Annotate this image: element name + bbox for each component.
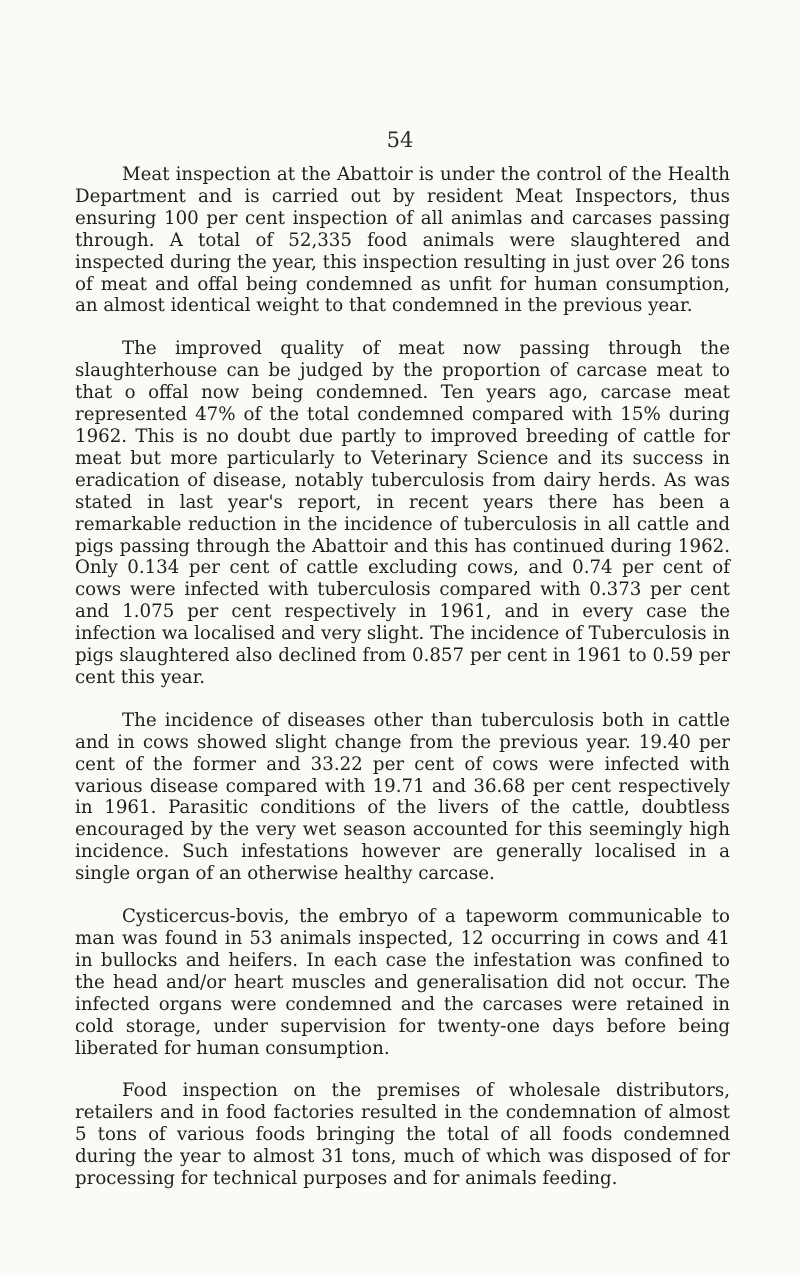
- page-number: 54: [386, 128, 414, 152]
- paragraph-meat-inspection: Meat inspection at the Abattoir is under the control of the Health Department and is carried out by resident Meat Inspectors, thus ensuring 100 per cent inspection of all animlas and carcases passing through. A total of 52,335 food animals were slaughtered and inspected during the year, this inspection resulting in just over 26 tons of meat and offal being condemned as unfit for human consumption, an almost identical weight to that condemned in the previous year.: [75, 164, 731, 317]
- paragraph-other-diseases: The incidence of diseases other than tuberculosis both in cattle and in cows showed slight change from the previous year. 19.40 per cent of the former and 33.22 per cent of cows were infected with various disease compared with 19.71 and 36.68 per cent respectively in 1961. Parasitic conditions of the livers of the cattle, doubtless encouraged by the very wet season accounted for this seemingly high incidence. Such infestations however are generally localised in a single organ of an otherwise healthy carcase.: [75, 709, 730, 885]
- paragraph-meat-quality: The improved quality of meat now passing through the slaughterhouse can be judged by the proportion of carcase meat to that o offal now being condemned. Ten years ago, carcase meat represented 47% of the total condemned compared with 15% during 1962. This is no doubt due partly to improved breeding of cattle for meat but more particularly to Veterinary Science and its success in eradication of disease, notably tuberculosis from dairy herds. As was stated in last year's report, in recent years there has been a remarkable reduction in the incidence of tuberculosis in all cattle and pigs passing through the Abattoir and this has continued during 1962. Only 0.134 per cent of cattle excluding cows, and 0.74 per cent of cows were infected with tuberculosis compared with 0.373 per cent and 1.075 per cent respectively in 1961, and in every case the infection wa localised and very slight. The incidence of Tuberculosis in pigs slaughtered also declined from 0.857 per cent in 1961 to 0.59 per cent this year.: [75, 338, 730, 688]
- paragraph-food-inspection: Food inspection on the premises of wholesale distributors, retailers and in food factories resulted in the condemnation of almost 5 tons of various foods bringing the total of all foods condemned during the year to almost 31 tons, much of which was disposed of for processing for technical purposes and for animals feeding.: [75, 1080, 730, 1190]
- body-text: [75, 164, 730, 1190]
- paragraph-cysticercus-bovis: Cysticercus-bovis, the embryo of a tapeworm communicable to man was found in 53 animals inspected, 12 occurring in cows and 41 in bullocks and heifers. In each case the infestation was confined to the head and/or heart muscles and generalisation did not occur. The infected organs were condemned and the carcases were retained in cold storage, under supervision for twenty-one days before being liberated for human consumption.: [75, 906, 730, 1059]
